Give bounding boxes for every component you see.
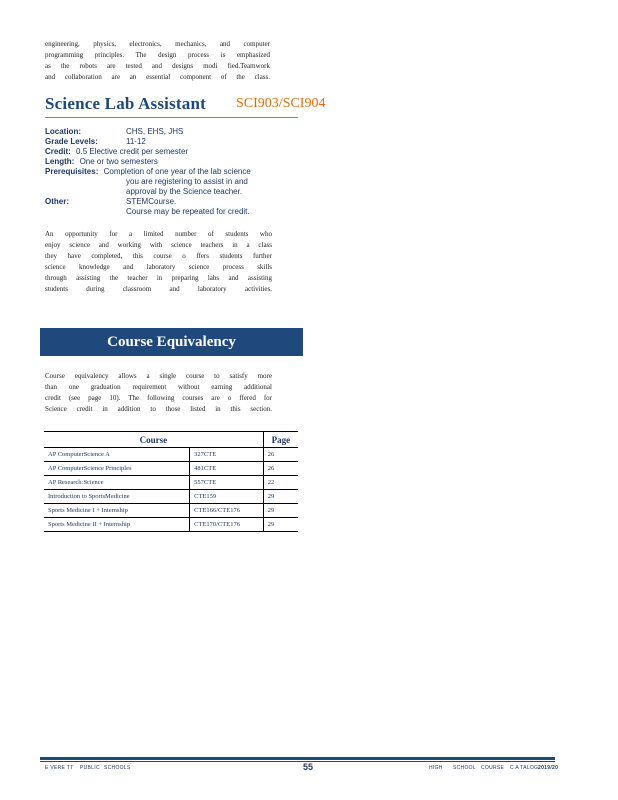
detail-label: Length:	[45, 157, 75, 166]
section-banner: Course Equivalency	[40, 328, 303, 356]
detail-value: STEMCourse.	[126, 197, 177, 206]
footer-catalog-word: HIGH	[429, 765, 443, 771]
description-line: An opportunity for a limited number of students who	[45, 230, 272, 238]
detail-value: Completion of one year of the lab science	[103, 167, 251, 176]
cell-course: AP Research:Science	[44, 476, 190, 490]
equivalency-line: Science credit in addition to those listed in this section.	[45, 405, 272, 413]
footer-divider-thin	[40, 761, 555, 762]
equivalency-line: than one graduation requirement without earning additional	[45, 383, 272, 391]
table-row	[44, 518, 298, 532]
detail-length	[45, 157, 305, 167]
course-description	[45, 229, 272, 295]
description-line: they have completed, this course o ffers students further	[45, 252, 272, 260]
table-row	[44, 462, 298, 476]
cell-page: 29	[263, 504, 298, 518]
table-row	[44, 476, 298, 490]
cell-page: 29	[263, 490, 298, 504]
detail-credit	[45, 147, 305, 157]
cell-page: 26	[263, 448, 298, 462]
detail-other	[45, 197, 305, 207]
intro-line: engineering, physics, electronics, mechanics, and computer	[45, 40, 270, 48]
title-divider	[45, 117, 298, 118]
footer-district-word: PUBLIC	[80, 765, 100, 771]
detail-value: 0.5 Elective credit per semester	[76, 147, 189, 156]
description-line: students during classroom and laboratory activities.	[45, 285, 272, 293]
detail-location	[45, 127, 305, 137]
cell-code: CTE166/CTE176	[190, 504, 264, 518]
equivalency-table	[44, 431, 298, 532]
cell-course: Sports Medicine I + Internship	[44, 504, 190, 518]
footer-year: 2019/20	[538, 765, 559, 771]
detail-value: you are registering to assist in and	[126, 177, 248, 186]
footer-catalog-word: COURSE	[481, 765, 505, 771]
equivalency-line: Course equivalency allows a single course to satisfy more	[45, 372, 272, 380]
cell-course: Introduction to SportsMedicine	[44, 490, 190, 504]
page-number: 55	[303, 762, 314, 772]
detail-value: approval by the Science teacher.	[126, 187, 243, 196]
intro-line: as the robots are tested and designs modi fied.Teamwork	[45, 62, 270, 70]
intro-line: programming principles. The design process is emphasized	[45, 51, 270, 59]
description-line: enjoy science and working with science teachers in a class	[45, 241, 272, 249]
cell-code: 557CTE	[190, 476, 264, 490]
equivalency-description	[45, 371, 272, 415]
course-title: Science Lab Assistant	[45, 94, 206, 113]
detail-label: Credit:	[45, 147, 71, 156]
table-row	[44, 504, 298, 518]
intro-line: and collaboration are an essential component of the class.	[45, 73, 270, 81]
cell-page: 26	[263, 462, 298, 476]
header-page: Page	[263, 432, 298, 448]
footer-catalog-word: SCHOOL	[453, 765, 476, 771]
cell-code: CTE159	[190, 490, 264, 504]
detail-grade	[45, 137, 305, 147]
course-code: SCI903/SCI904	[236, 96, 326, 111]
footer-district-word: SCHOOLS	[104, 765, 131, 771]
description-line: through assisting the teacher in preparing labs and assisting	[45, 274, 272, 282]
detail-label: Prerequisites:	[45, 167, 99, 176]
description-line: science knowledge and laboratory science process skills	[45, 263, 272, 271]
footer-catalog-word: C A TALOG	[510, 765, 539, 771]
cell-course: AP ComputerScience Principles	[44, 462, 190, 476]
footer-district-word: E VERE TT	[45, 765, 74, 771]
cell-code: 481CTE	[190, 462, 264, 476]
detail-label: Location:	[45, 127, 81, 136]
footer-divider	[40, 757, 555, 760]
detail-label: Grade Levels:	[45, 137, 98, 146]
detail-value: 11-12	[126, 137, 146, 146]
header-course: Course	[44, 432, 263, 448]
detail-prerequisites	[45, 167, 305, 177]
detail-value: Course may be repeated for credit.	[126, 207, 250, 216]
cell-course: Sports Medicine II + Internship	[44, 518, 190, 532]
course-details	[45, 127, 305, 217]
cell-code: CTE170/CTE176	[190, 518, 264, 532]
table-header-row	[44, 432, 298, 448]
detail-label: Other:	[45, 197, 69, 206]
cell-page: 29	[263, 518, 298, 532]
intro-paragraph	[45, 39, 270, 83]
cell-code: 327CTE	[190, 448, 264, 462]
cell-course: AP ComputerScience A	[44, 448, 190, 462]
cell-page: 22	[263, 476, 298, 490]
equivalency-line: credit (see page 10). The following courses are o ffered for	[45, 394, 272, 402]
table-row	[44, 448, 298, 462]
table-row	[44, 490, 298, 504]
detail-value: CHS, EHS, JHS	[126, 127, 184, 136]
detail-value: One or two semesters	[79, 157, 158, 166]
